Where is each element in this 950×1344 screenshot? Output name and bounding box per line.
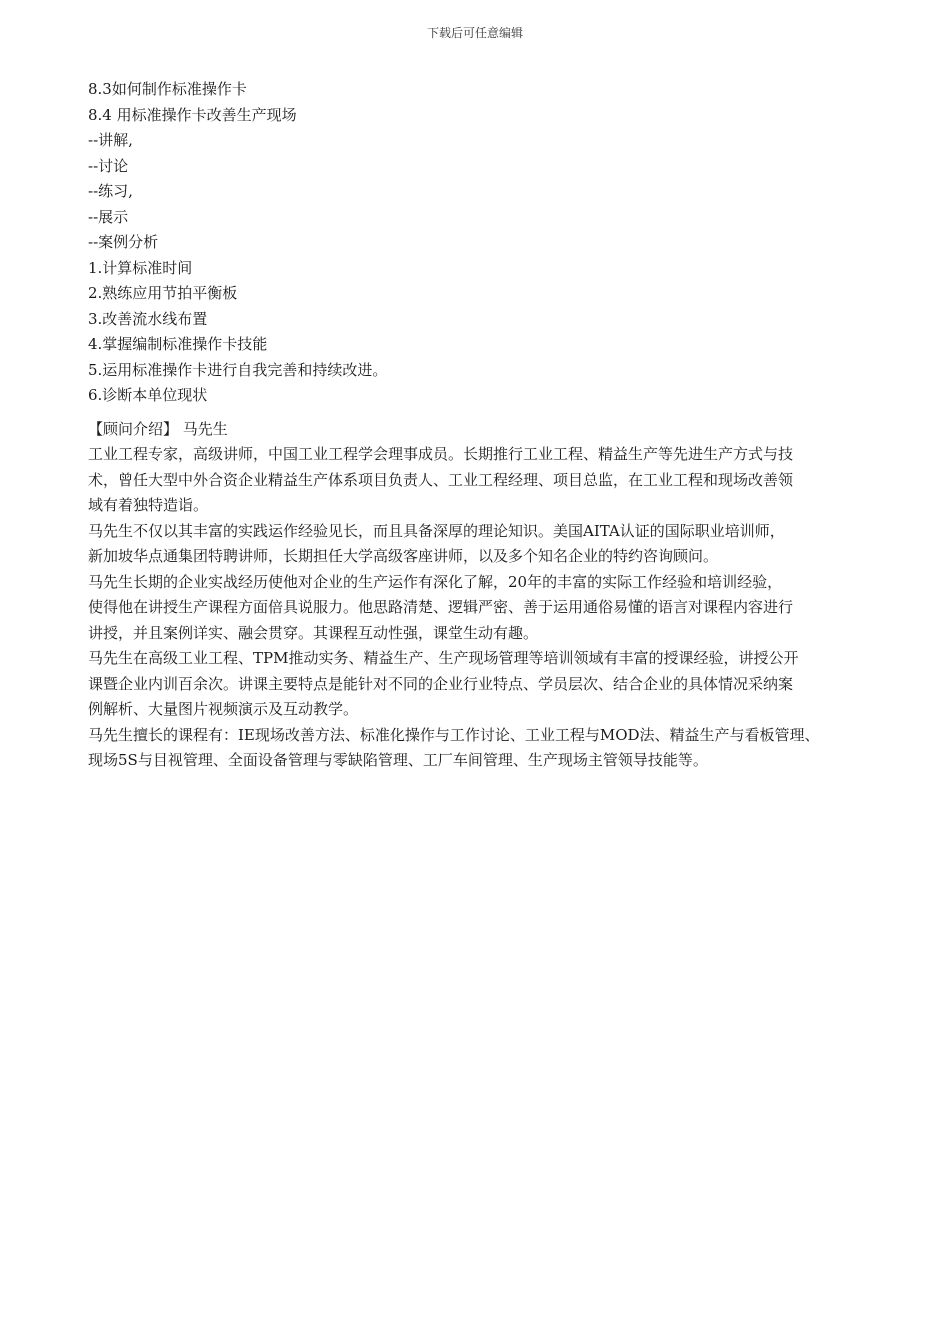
consultant-heading: 【顾问介绍】 马先生: [88, 419, 228, 438]
paragraph-line: 例解析、大量图片视频演示及互动教学。: [88, 700, 359, 718]
outline-item: --练习,: [88, 182, 133, 200]
consultant-section: [88, 417, 898, 774]
paragraph-line: 讲授，并且案例详实、融会贯穿。其课程互动性强，课堂生动有趣。: [88, 623, 539, 642]
outline-item: --讨论: [88, 156, 129, 175]
paragraph-line: 马先生不仅以其丰富的实践运作经验见长，而且具备深厚的理论知识。美国AITA认证的国际职业培训师，: [88, 521, 785, 540]
paragraph-line: 现场5S与目视管理、全面设备管理与零缺陷管理、工厂车间管理、生产现场主管领导技能等。: [88, 751, 708, 769]
outline-item: 5.运用标准操作卡进行自我完善和持续改进。: [88, 360, 388, 379]
consultant-paragraph: [88, 723, 898, 774]
paragraph-line: 域有着独特造诣。: [88, 496, 209, 514]
outline-item: 6.诊断本单位现状: [88, 386, 208, 404]
outline-item: 8.4 用标准操作卡改善生产现场: [88, 105, 297, 124]
consultant-paragraph: [88, 570, 898, 647]
paragraph-line: 马先生擅长的课程有：IE现场改善方法、标准化操作与工作讨论、工业工程与MOD法、精益生产与看板管理、: [88, 725, 820, 744]
page-header: 下载后可任意编辑: [426, 26, 523, 40]
outline-item: --展示: [88, 207, 129, 226]
outline-item: 2.熟练应用节拍平衡板: [88, 284, 238, 302]
outline-item: --讲解,: [88, 131, 133, 149]
outline-item: 1.计算标准时间: [88, 258, 193, 277]
course-outline: [88, 77, 898, 409]
consultant-paragraph: [88, 519, 898, 570]
paragraph-line: 马先生长期的企业实战经历使他对企业的生产运作有深化了解，20年的丰富的实际工作经验和培训经验，: [88, 572, 783, 591]
paragraph-line: 术，曾任大型中外合资企业精益生产体系项目负责人、工业工程经理、项目总监，在工业工程和现场改善领: [88, 470, 794, 489]
paragraph-line: 新加坡华点通集团特聘讲师，长期担任大学高级客座讲师，以及多个知名企业的特约咨询顾问。: [88, 547, 719, 565]
document-body: [88, 77, 898, 774]
outline-item: --案例分析: [88, 233, 159, 251]
paragraph-line: 马先生在高级工业工程、TPM推动实务、精益生产、生产现场管理等培训领域有丰富的授课经验，讲授公开: [88, 649, 799, 667]
consultant-paragraph: [88, 646, 898, 723]
paragraph-line: 使得他在讲授生产课程方面倍具说服力。他思路清楚、逻辑严密、善于运用通俗易懂的语言对课程内容进行: [88, 598, 794, 616]
outline-item: 4.掌握编制标准操作卡技能: [88, 335, 268, 353]
paragraph-line: 工业工程专家，高级讲师，中国工业工程学会理事成员。长期推行工业工程、精益生产等先进生产方式与技: [88, 445, 794, 463]
outline-item: 3.改善流水线布置: [88, 309, 208, 328]
paragraph-line: 课暨企业内训百余次。讲课主要特点是能针对不同的企业行业特点、学员层次、结合企业的具体情况采纳案: [88, 674, 794, 693]
outline-item: 8.3如何制作标准操作卡: [88, 80, 247, 98]
section-spacer: [88, 409, 898, 417]
consultant-paragraph: [88, 442, 898, 519]
